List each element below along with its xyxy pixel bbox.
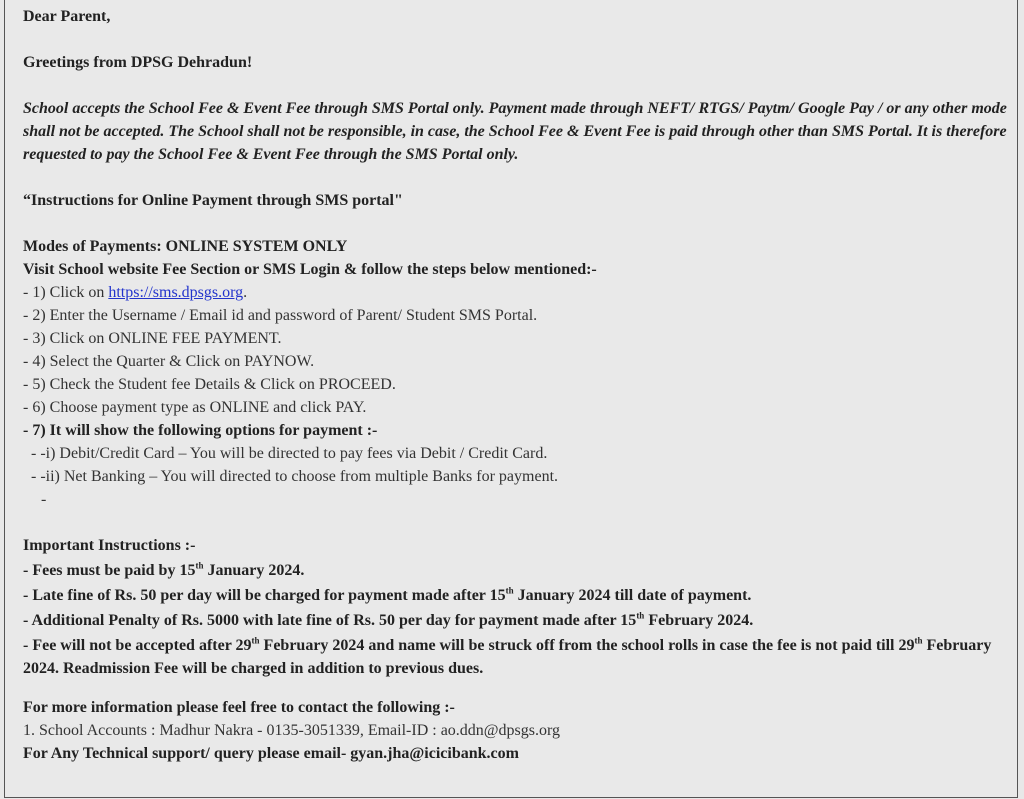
important-line-4-c: February 2024. Readmission Fee will be charged in addition to previous dues. <box>23 637 992 677</box>
step-2: - 2) Enter the Username / Email id and password of Parent/ Student SMS Portal. <box>23 307 538 324</box>
step-1-suffix: . <box>243 284 248 301</box>
important-line-1-a: - Fees must be paid by 15 <box>23 562 196 579</box>
important-line-3-a: - Additional Penalty of Rs. 5000 with late fine of Rs. 50 per day for payment made after 15 <box>23 612 637 629</box>
step-6: - 6) Choose payment type as ONLINE and click PAY. <box>23 399 367 416</box>
letter-frame <box>4 0 1018 798</box>
important-line-3 <box>23 609 1008 632</box>
step-1-prefix: - 1) Click on <box>23 284 109 301</box>
important-line-4-b: February 2024 and name will be struck off from the school rolls in case the fee is not paid till 29 <box>259 637 915 654</box>
contact-heading: For more information please feel free to contact the following :- <box>23 699 455 716</box>
step-7-option-1: - -i) Debit/Credit Card – You will be directed to pay fees via Debit / Credit Card. <box>31 445 548 462</box>
notice-paragraph: School accepts the School Fee & Event Fee through SMS Portal only. Payment made through NEFT/ RTGS/ Paytm/ Google Pay / or any other mode shall not be accepted. The School shall not be responsible, in case, the School Fee & Event Fee is paid through other than SMS Portal. It is therefore requested to pay the School Fee & Event Fee through the SMS Portal only. <box>23 100 1007 163</box>
instructions-heading: “Instructions for Online Payment through SMS portal" <box>23 192 403 209</box>
important-line-2-b: January 2024 till date of payment. <box>513 587 752 604</box>
important-line-4 <box>23 634 1008 680</box>
important-line-3-b: February 2024. <box>644 612 754 629</box>
important-instructions <box>23 534 1008 680</box>
sms-portal-link[interactable]: https://sms.dpsgs.org <box>108 284 244 301</box>
important-line-1 <box>23 559 1008 582</box>
modes-heading: Modes of Payments: ONLINE SYSTEM ONLY <box>23 238 348 255</box>
step-1 <box>23 281 1008 304</box>
contact-tech-support: For Any Technical support/ query please email- gyan.jha@icicibank.com <box>23 745 519 762</box>
step-7-option-2: - -ii) Net Banking – You will directed to choose from multiple Banks for payment. <box>31 468 559 485</box>
step-7-dash: - <box>41 491 47 508</box>
step-5: - 5) Check the Student fee Details & Click on PROCEED. <box>23 376 396 393</box>
important-line-3-sup: th <box>636 610 645 621</box>
important-heading: Important Instructions :- <box>23 537 196 554</box>
important-line-2-a: - Late fine of Rs. 50 per day will be charged for payment made after 15 <box>23 587 506 604</box>
important-line-4-a: - Fee will not be accepted after 29 <box>23 637 252 654</box>
visit-line: Visit School website Fee Section or SMS Login & follow the steps below mentioned:- <box>23 261 597 278</box>
step-7: - 7) It will show the following options for payment :- <box>23 422 378 439</box>
important-line-1-sup: th <box>195 560 204 571</box>
greeting: Greetings from DPSG Dehradun! <box>23 54 253 71</box>
important-line-2 <box>23 584 1008 607</box>
step-4: - 4) Select the Quarter & Click on PAYNOW. <box>23 353 315 370</box>
important-line-4-sup: th <box>251 635 260 646</box>
important-line-2-sup: th <box>505 585 514 596</box>
letter-body <box>23 5 1008 765</box>
contact-accounts: 1. School Accounts : Madhur Nakra - 0135-3051339, Email-ID : ao.ddn@dpsgs.org <box>23 722 561 739</box>
salutation: Dear Parent, <box>23 8 111 25</box>
important-line-4-sup2: th <box>914 635 923 646</box>
important-line-1-b: January 2024. <box>203 562 305 579</box>
step-3: - 3) Click on ONLINE FEE PAYMENT. <box>23 330 282 347</box>
